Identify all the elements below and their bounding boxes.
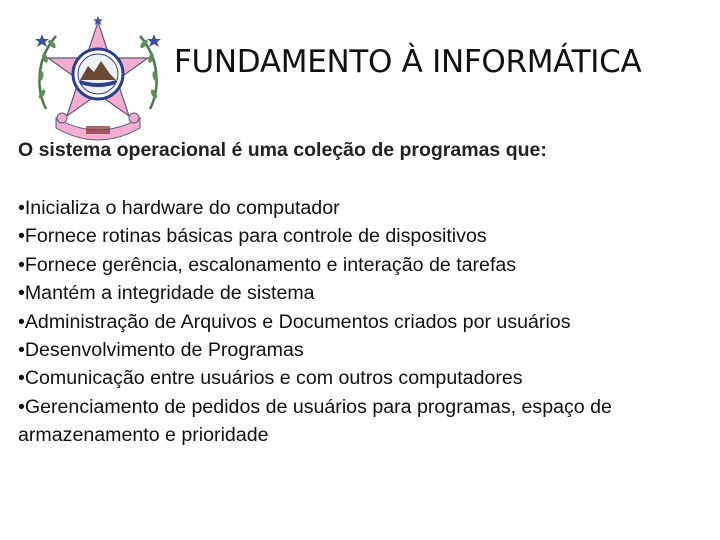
list-item: •Administração de Arquivos e Documentos criados por usuários: [18, 310, 571, 333]
list-item: •Fornece gerência, escalonamento e interação de tarefas: [18, 253, 517, 276]
list-item: •Gerenciamento de pedidos de usuários para programas, espaço de armazenamento e prioridade: [18, 395, 612, 447]
list-item: •Desenvolvimento de Programas: [18, 339, 304, 362]
list-item: •Mantém a integridade de sistema: [18, 282, 315, 305]
intro-heading: O sistema operacional é uma coleção de programas que:: [18, 139, 547, 161]
state-coat-of-arms-icon: [28, 14, 168, 144]
list-item: •Fornece rotinas básicas para controle de dispositivos: [18, 225, 487, 248]
bullet-list: [18, 194, 643, 450]
list-item: •Comunicação entre usuários e com outros computadores: [18, 367, 523, 390]
list-item: •Inicializa o hardware do computador: [18, 197, 340, 219]
page-title: FUNDAMENTO À INFORMÁTICA: [174, 44, 642, 80]
